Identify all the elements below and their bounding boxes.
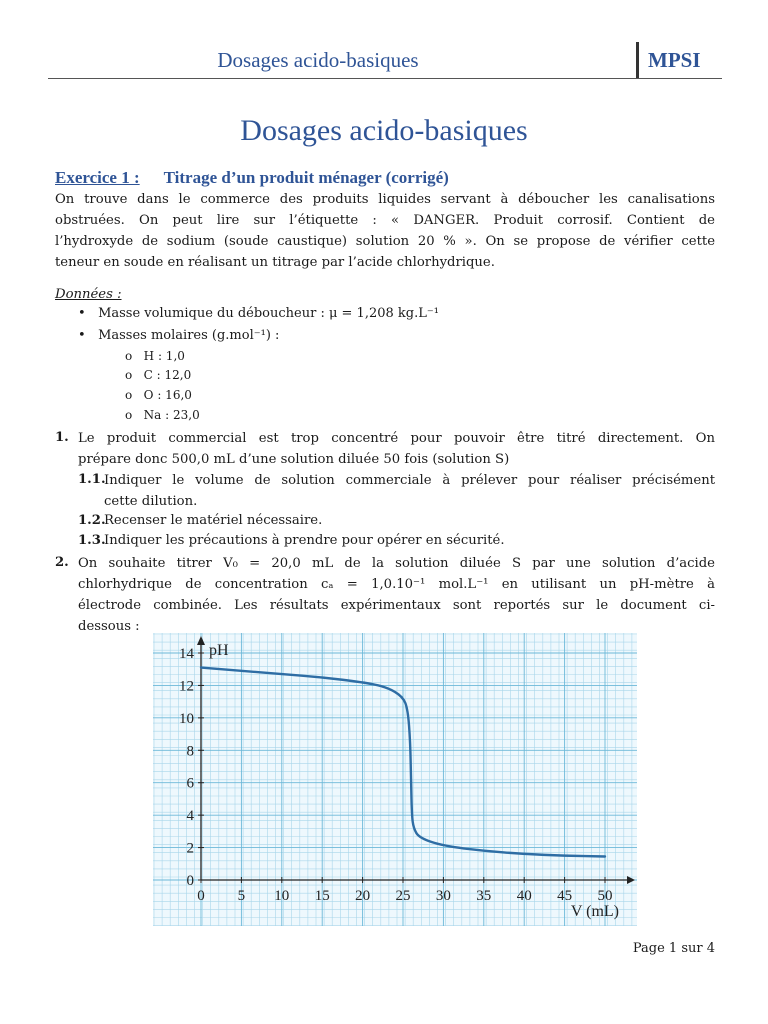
x-tick-label: 15 — [314, 888, 330, 904]
page-title: Dosages acido-basiques — [240, 114, 528, 147]
subquestion-text: Indiquer les précautions à prendre pour opérer en sécurité. — [104, 533, 505, 548]
question-line: Indiquer le volume de solution commerciale à prélever pour réaliser précisément — [104, 473, 715, 488]
question-line: électrode combinée. Les résultats expérimentaux sont reportés sur le document ci- — [78, 598, 715, 613]
question-line: chlorhydrique de concentration cₐ = 1,0.10⁻¹ mol.L⁻¹ en utilisant un pH-mètre à — [78, 577, 715, 592]
subquestion-text — [104, 470, 715, 512]
y-tick-label: 10 — [179, 710, 194, 727]
header-title: Dosages acido-basiques — [217, 48, 419, 72]
x-tick-label: 50 — [597, 888, 613, 904]
x-tick-label: 40 — [516, 888, 532, 904]
question-line: cette dilution. — [104, 494, 198, 509]
mass-item: o O : 16,0 — [125, 388, 192, 402]
page-number: Page 1 sur 4 — [632, 941, 715, 956]
mass-text: Na : 23,0 — [143, 408, 200, 422]
header-rule — [48, 78, 722, 79]
mass-item: o C : 12,0 — [125, 368, 192, 382]
mass-text: O : 16,0 — [143, 388, 192, 402]
y-tick-label: 8 — [186, 743, 194, 760]
question-number: 1. — [55, 430, 69, 445]
x-tick-label: 35 — [476, 888, 492, 904]
mass-item: o Na : 23,0 — [125, 408, 200, 422]
y-tick-label: 14 — [179, 646, 194, 662]
y-tick-label: 4 — [186, 808, 194, 825]
x-axis-label: V (mL) — [570, 903, 619, 920]
header-badge: MPSI — [648, 48, 701, 72]
intro-paragraph — [55, 189, 715, 273]
donnees-label: Données : — [55, 287, 122, 302]
exercise-title: Titrage d’un produit ménager (corrigé) — [163, 168, 449, 187]
bullet-icon: • — [78, 328, 86, 343]
question-text — [78, 553, 715, 637]
subquestion-number: 1.1. — [78, 472, 106, 487]
header-separator — [636, 42, 639, 78]
mass-text: C : 12,0 — [143, 368, 192, 382]
question-number: 2. — [55, 555, 69, 570]
x-tick-label: 5 — [237, 888, 246, 904]
question-line: prépare donc 500,0 mL d’une solution diluée 50 fois (solution S) — [78, 452, 510, 467]
bullet-text: Masses molaires (g.mol⁻¹) : — [98, 328, 280, 343]
x-tick-label: 25 — [395, 888, 411, 904]
y-tick-label: 12 — [179, 678, 194, 695]
y-tick-label: 6 — [186, 775, 194, 792]
y-axis-label: pH — [209, 642, 229, 659]
question-line: On souhaite titrer V₀ = 20,0 mL de la solution diluée S par une solution d’acide — [78, 556, 715, 571]
subquestion-number: 1.2. — [78, 513, 106, 528]
intro-line: l’hydroxyde de sodium (soude caustique) solution 20 % ». On se propose de vérifier cette — [55, 234, 715, 249]
bullet-icon: • — [78, 306, 86, 321]
subquestion-number: 1.3. — [78, 533, 106, 548]
question-line: dessous : — [78, 619, 140, 634]
mass-item: o H : 1,0 — [125, 349, 185, 363]
intro-line: On trouve dans le commerce des produits liquides servant à déboucher les canalisations — [55, 192, 715, 207]
exercise-label: Exercice 1 : — [55, 168, 140, 187]
mass-text: H : 1,0 — [143, 349, 185, 363]
subquestion-text: Recenser le matériel nécessaire. — [104, 513, 323, 528]
y-tick-label: 2 — [186, 840, 194, 857]
intro-line: teneur en soude en réalisant un titrage par l’acide chlorhydrique. — [55, 255, 495, 270]
bullet-item — [78, 328, 279, 343]
intro-line: obstruées. On peut lire sur l’étiquette : « DANGER. Produit corrosif. Contient de — [55, 213, 715, 228]
x-tick-label: 30 — [435, 888, 451, 904]
x-tick-label: 45 — [557, 888, 573, 904]
bullet-text: Masse volumique du déboucheur : μ = 1,208 kg.L⁻¹ — [98, 306, 439, 321]
x-tick-label: 10 — [274, 888, 290, 904]
question-text — [78, 428, 715, 470]
y-tick-label: 0 — [186, 873, 194, 889]
bullet-item — [78, 306, 439, 321]
x-tick-label: 0 — [197, 888, 205, 904]
exercise-heading — [55, 168, 449, 188]
x-tick-label: 20 — [355, 888, 371, 904]
titration-chart — [153, 633, 637, 926]
question-line: Le produit commercial est trop concentré pour pouvoir être titré directement. On — [78, 431, 715, 446]
